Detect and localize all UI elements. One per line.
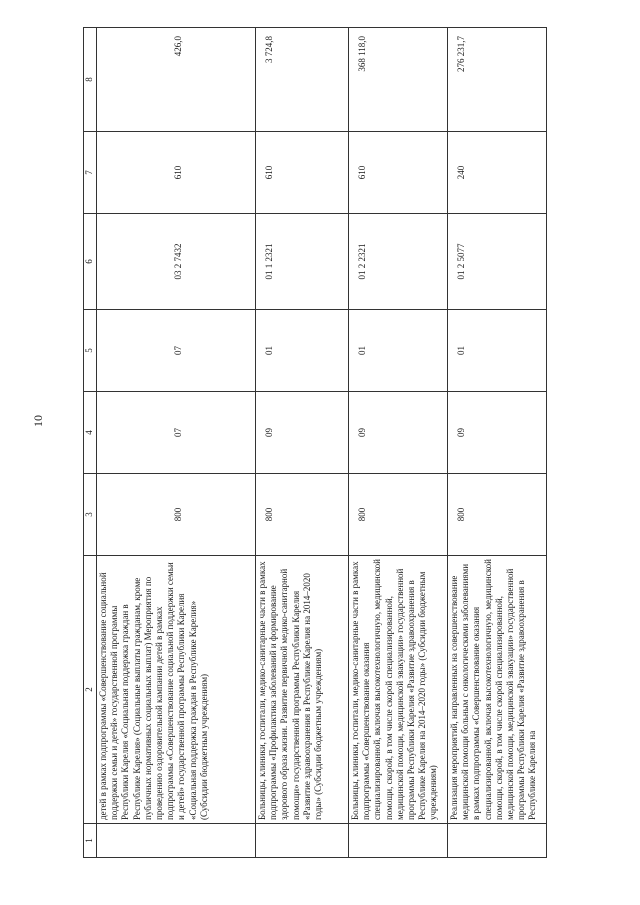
row-number-cell xyxy=(256,824,349,858)
header-col-2: 2 xyxy=(84,556,97,824)
table-row xyxy=(256,28,349,858)
subsection-code-cell: 01 xyxy=(448,310,547,392)
section-code-cell: 09 xyxy=(349,392,448,474)
table-row xyxy=(448,28,547,858)
row-number-cell xyxy=(97,824,256,858)
description-cell: Больницы, клиники, госпитали, медико-санитарные части в рамках подпрограммы «Профилактика заболеваний и формирование здорового образа жизни. Развитие первичной медико-санитарной помощи» государственной программы Республики Карелия «Развитие здравоохранения в Республике Карелия на 2014–2020 годы» (Субсидии бюджетным учреждениям) xyxy=(256,556,349,824)
header-col-4: 4 xyxy=(84,392,97,474)
section-code-cell: 09 xyxy=(256,392,349,474)
amount-cell: 426,0 xyxy=(97,28,256,132)
row-number-cell xyxy=(349,824,448,858)
section-code-cell: 07 xyxy=(97,392,256,474)
ministry-code-cell: 800 xyxy=(97,474,256,556)
subsection-code-cell: 01 xyxy=(256,310,349,392)
header-col-8: 8 xyxy=(84,28,97,132)
row-number-cell xyxy=(448,824,547,858)
ministry-code-cell: 800 xyxy=(256,474,349,556)
ministry-code-cell: 800 xyxy=(448,474,547,556)
description-cell: Реализация мероприятий, направленных на совершенствование медицинской помощи больным с онкологическими заболеваниями в рамках подпрограммы «Совершенствование оказания специализированной, включая высокотехнологичную, медицинской помощи, скорой, в том числе скорой специализированной, медицинской помощи, медицинской эвакуации» государственной программы Республики Карелия «Развитие здравоохранения в Республике Карелия на xyxy=(448,556,547,824)
amount-cell: 3 724,8 xyxy=(256,28,349,132)
amount-cell: 276 231,7 xyxy=(448,28,547,132)
table-row xyxy=(97,28,256,858)
description-cell: Больницы, клиники, госпитали, медико-санитарные части в рамках подпрограммы «Совершенствование оказания специализированной, включая высокотехнологичную, медицинской помощи, скорой, в том числе скорой специализированной, медицинской помощи, медицинской эвакуации» государственной программы Республики Карелия «Развитие здравоохранения в Республике Карелия на 2014–2020 годы» (Субсидии бюджетным учреждениям) xyxy=(349,556,448,824)
amount-cell: 368 118,0 xyxy=(349,28,448,132)
description-cell: детей в рамках подпрограммы «Совершенствование социальной поддержки семьи и детей» государственной программы Республики Карелия «Социальная поддержка граждан в Республике Карелия» (Социальные выплаты гражданам, кроме публичных нормативных социальных выплат) Мероприятия по проведению оздоровительной кампании детей в рамках подпрограммы «Совершенствование социальной поддержки семьи и детей» государственной программы Республики Карелия «Социальная поддержка граждан в Республике Карелия» (Субсидии бюджетным учреждениям) xyxy=(97,556,256,824)
subsection-code-cell: 07 xyxy=(97,310,256,392)
header-col-5: 5 xyxy=(84,310,97,392)
expense-type-cell: 240 xyxy=(448,132,547,214)
section-code-cell: 09 xyxy=(448,392,547,474)
target-article-cell: 01 1 2321 xyxy=(256,214,349,310)
budget-table-rotated xyxy=(83,28,547,858)
expense-type-cell: 610 xyxy=(349,132,448,214)
page-number: 10 xyxy=(31,415,45,427)
expense-type-cell: 610 xyxy=(256,132,349,214)
expense-type-cell: 610 xyxy=(97,132,256,214)
header-col-7: 7 xyxy=(84,132,97,214)
ministry-code-cell: 800 xyxy=(349,474,448,556)
budget-table xyxy=(83,27,547,858)
target-article-cell: 01 2 5077 xyxy=(448,214,547,310)
target-article-cell: 01 2 2321 xyxy=(349,214,448,310)
table-row xyxy=(349,28,448,858)
header-col-3: 3 xyxy=(84,474,97,556)
header-col-1: 1 xyxy=(84,824,97,858)
subsection-code-cell: 01 xyxy=(349,310,448,392)
header-col-6: 6 xyxy=(84,214,97,310)
header-row xyxy=(84,28,97,858)
target-article-cell: 03 2 7432 xyxy=(97,214,256,310)
